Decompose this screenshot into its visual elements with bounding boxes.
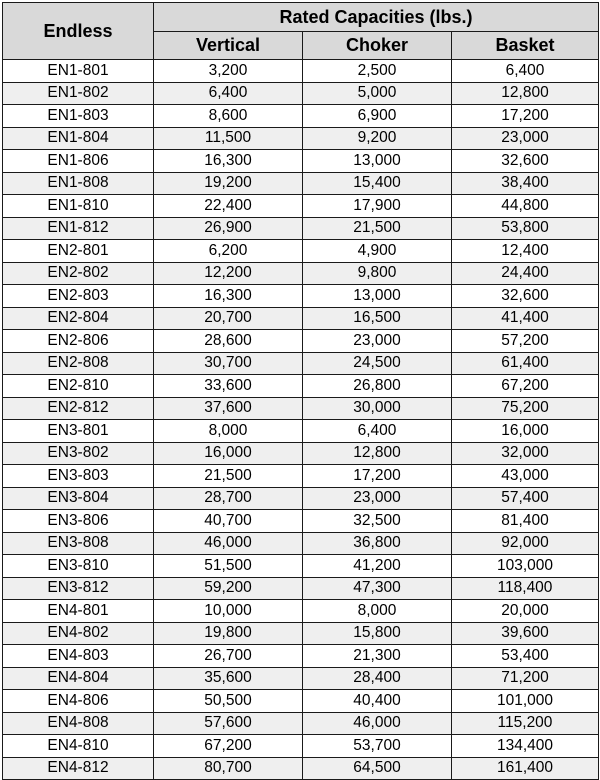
table-row [3,127,599,150]
table-row [3,712,599,735]
choker-cell: 23,000 [303,487,452,510]
basket-cell: 57,200 [452,330,599,353]
choker-cell: 41,200 [303,555,452,578]
table-row [3,307,599,330]
table-row [3,645,599,668]
endless-cell: EN1-804 [3,127,154,150]
basket-cell: 17,200 [452,105,599,128]
table-row [3,240,599,263]
table-row [3,442,599,465]
endless-cell: EN4-802 [3,622,154,645]
vertical-cell: 19,800 [154,622,303,645]
vertical-cell: 19,200 [154,172,303,195]
vertical-cell: 8,600 [154,105,303,128]
choker-cell: 12,800 [303,442,452,465]
endless-cell: EN3-806 [3,510,154,533]
header-vertical: Vertical [154,32,303,60]
basket-cell: 81,400 [452,510,599,533]
basket-cell: 12,400 [452,240,599,263]
choker-cell: 6,400 [303,420,452,443]
basket-cell: 92,000 [452,532,599,555]
choker-cell: 2,500 [303,60,452,83]
basket-cell: 32,000 [452,442,599,465]
endless-cell: EN2-808 [3,352,154,375]
table-row [3,172,599,195]
endless-cell: EN1-801 [3,60,154,83]
basket-cell: 134,400 [452,735,599,758]
basket-cell: 38,400 [452,172,599,195]
choker-cell: 47,300 [303,577,452,600]
table-row [3,600,599,623]
vertical-cell: 59,200 [154,577,303,600]
vertical-cell: 46,000 [154,532,303,555]
vertical-cell: 67,200 [154,735,303,758]
choker-cell: 26,800 [303,375,452,398]
endless-cell: EN1-810 [3,195,154,218]
vertical-cell: 16,300 [154,285,303,308]
vertical-cell: 22,400 [154,195,303,218]
choker-cell: 30,000 [303,397,452,420]
header-choker: Choker [303,32,452,60]
choker-cell: 17,200 [303,465,452,488]
basket-cell: 32,600 [452,150,599,173]
choker-cell: 21,500 [303,217,452,240]
choker-cell: 64,500 [303,757,452,780]
basket-cell: 57,400 [452,487,599,510]
vertical-cell: 12,200 [154,262,303,285]
choker-cell: 15,400 [303,172,452,195]
vertical-cell: 3,200 [154,60,303,83]
header-basket: Basket [452,32,599,60]
table-row [3,622,599,645]
basket-cell: 103,000 [452,555,599,578]
endless-cell: EN4-804 [3,667,154,690]
basket-cell: 44,800 [452,195,599,218]
vertical-cell: 21,500 [154,465,303,488]
table-row [3,757,599,780]
table-row [3,330,599,353]
header-row-top [3,3,599,32]
table-row [3,735,599,758]
vertical-cell: 8,000 [154,420,303,443]
basket-cell: 75,200 [452,397,599,420]
endless-cell: EN4-812 [3,757,154,780]
choker-cell: 9,200 [303,127,452,150]
basket-cell: 23,000 [452,127,599,150]
table-row [3,420,599,443]
table-row [3,465,599,488]
endless-cell: EN4-808 [3,712,154,735]
endless-cell: EN3-801 [3,420,154,443]
choker-cell: 13,000 [303,150,452,173]
basket-cell: 16,000 [452,420,599,443]
basket-cell: 53,400 [452,645,599,668]
choker-cell: 15,800 [303,622,452,645]
choker-cell: 4,900 [303,240,452,263]
vertical-cell: 30,700 [154,352,303,375]
endless-cell: EN2-803 [3,285,154,308]
table-row [3,690,599,713]
endless-cell: EN4-803 [3,645,154,668]
endless-cell: EN4-810 [3,735,154,758]
table-row [3,577,599,600]
basket-cell: 71,200 [452,667,599,690]
endless-cell: EN4-806 [3,690,154,713]
choker-cell: 13,000 [303,285,452,308]
table-row [3,285,599,308]
basket-cell: 24,400 [452,262,599,285]
header-endless: Endless [3,3,154,60]
vertical-cell: 40,700 [154,510,303,533]
vertical-cell: 6,400 [154,82,303,105]
table-row [3,217,599,240]
choker-cell: 40,400 [303,690,452,713]
table-row [3,60,599,83]
vertical-cell: 10,000 [154,600,303,623]
basket-cell: 12,800 [452,82,599,105]
endless-cell: EN3-812 [3,577,154,600]
basket-cell: 115,200 [452,712,599,735]
table-row [3,82,599,105]
choker-cell: 23,000 [303,330,452,353]
vertical-cell: 28,600 [154,330,303,353]
vertical-cell: 26,700 [154,645,303,668]
table-row [3,375,599,398]
choker-cell: 9,800 [303,262,452,285]
vertical-cell: 28,700 [154,487,303,510]
endless-cell: EN2-801 [3,240,154,263]
vertical-cell: 6,200 [154,240,303,263]
endless-cell: EN1-803 [3,105,154,128]
vertical-cell: 33,600 [154,375,303,398]
endless-cell: EN2-804 [3,307,154,330]
endless-cell: EN1-802 [3,82,154,105]
basket-cell: 32,600 [452,285,599,308]
endless-cell: EN3-808 [3,532,154,555]
vertical-cell: 26,900 [154,217,303,240]
choker-cell: 46,000 [303,712,452,735]
endless-cell: EN3-802 [3,442,154,465]
basket-cell: 39,600 [452,622,599,645]
vertical-cell: 16,000 [154,442,303,465]
vertical-cell: 11,500 [154,127,303,150]
vertical-cell: 80,700 [154,757,303,780]
table-header [3,3,599,60]
choker-cell: 16,500 [303,307,452,330]
endless-cell: EN3-810 [3,555,154,578]
endless-cell: EN2-802 [3,262,154,285]
table-row [3,555,599,578]
choker-cell: 53,700 [303,735,452,758]
endless-cell: EN2-810 [3,375,154,398]
endless-cell: EN1-806 [3,150,154,173]
endless-cell: EN1-808 [3,172,154,195]
vertical-cell: 37,600 [154,397,303,420]
vertical-cell: 20,700 [154,307,303,330]
choker-cell: 21,300 [303,645,452,668]
basket-cell: 41,400 [452,307,599,330]
basket-cell: 61,400 [452,352,599,375]
table-row [3,105,599,128]
endless-cell: EN4-801 [3,600,154,623]
choker-cell: 6,900 [303,105,452,128]
table-row [3,397,599,420]
table-row [3,352,599,375]
table-row [3,150,599,173]
vertical-cell: 35,600 [154,667,303,690]
choker-cell: 28,400 [303,667,452,690]
basket-cell: 53,800 [452,217,599,240]
table-row [3,487,599,510]
table-row [3,262,599,285]
basket-cell: 101,000 [452,690,599,713]
vertical-cell: 51,500 [154,555,303,578]
header-rated-capacities: Rated Capacities (lbs.) [154,3,599,32]
vertical-cell: 50,500 [154,690,303,713]
endless-cell: EN1-812 [3,217,154,240]
choker-cell: 8,000 [303,600,452,623]
table-row [3,667,599,690]
basket-cell: 6,400 [452,60,599,83]
basket-cell: 67,200 [452,375,599,398]
choker-cell: 17,900 [303,195,452,218]
choker-cell: 36,800 [303,532,452,555]
endless-cell: EN2-806 [3,330,154,353]
endless-cell: EN3-803 [3,465,154,488]
basket-cell: 20,000 [452,600,599,623]
table-row [3,532,599,555]
table-body [3,60,599,780]
table-row [3,195,599,218]
vertical-cell: 57,600 [154,712,303,735]
basket-cell: 118,400 [452,577,599,600]
basket-cell: 43,000 [452,465,599,488]
basket-cell: 161,400 [452,757,599,780]
vertical-cell: 16,300 [154,150,303,173]
choker-cell: 32,500 [303,510,452,533]
choker-cell: 5,000 [303,82,452,105]
choker-cell: 24,500 [303,352,452,375]
table-row [3,510,599,533]
endless-cell: EN3-804 [3,487,154,510]
rated-capacities-table [2,2,599,780]
endless-cell: EN2-812 [3,397,154,420]
